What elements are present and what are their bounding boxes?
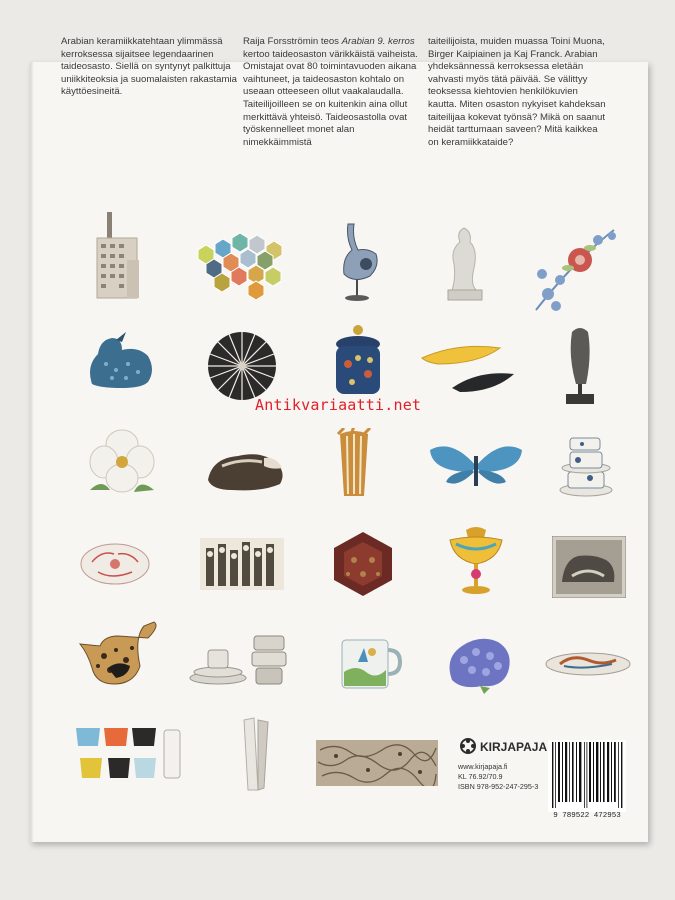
tall-sculpture-image	[562, 324, 598, 410]
figures-relief-image	[200, 532, 284, 594]
blurb-column-1: Arabian keramiikkatehtaan ylimmässä kerroksessa sijaitsee legendaarinen taideosasto. Siellä on syntynyt palkittuja uniikkiteoksia ja suomalaisten rakastamia käyttöesineitä.	[61, 36, 237, 98]
blurb-column-3: taiteilijoista, muiden muassa Toini Muona, Birger Kaipiainen ja Kaj Franck. Arabian yhdeksännessä kerroksessa eletään vahvasti myös tätä päivää. Se välittyy teoksessa kiehtovien henkilökuvien kautta. Miten osaston nykyiset kahdeksan taiteilijaa kokevat työnsä? Mikä on saanut heidät tarttumaan saveen? Mitä kaikkea on keramiikkataide?	[428, 36, 606, 148]
blurb-text-b: kertoo taideosaston värikkäistä vaiheista. Omistajat ovat 80 toimintavuoden aikana vaihtuneet, ja taideosaston kohtalo on useaan otteeseen ollut vaakalaudalla. Taiteilijoilleen se on kuitenkin aina ollut merkittävä yhteisö. Taideosastolla ovat työskennelleet monet alan nimekkäimmistä	[243, 48, 418, 148]
barcode-bars	[548, 740, 626, 810]
isbn-barcode	[548, 740, 626, 812]
factory-building-image	[93, 212, 143, 300]
leaf-dishes-image	[418, 340, 516, 400]
blue-flower-cluster-image	[444, 632, 514, 694]
publisher-name: KIRJAPAJA	[480, 740, 548, 754]
leopard-jug-image	[74, 616, 164, 688]
oval-tray-image	[544, 650, 632, 678]
badger-figurine-image	[202, 440, 286, 496]
cover-edge	[30, 62, 34, 842]
publisher-info: www.kirjapaja.fi KL 76.92/70.9 ISBN 978-952-247-295-3	[458, 762, 539, 792]
decorated-bowl-image	[78, 540, 152, 590]
kirjapaja-logo-icon	[460, 738, 476, 754]
tableware-set-image	[188, 634, 294, 688]
butterfly-image	[428, 442, 524, 492]
white-figurine-image	[440, 224, 490, 308]
textured-relief-image	[316, 740, 438, 786]
blurb-column-2	[243, 36, 425, 149]
white-folded-sculpture-image	[236, 716, 276, 792]
dark-hexagon-plate-image	[328, 530, 398, 598]
blurb-text-a: Raija Forsströmin teos	[243, 36, 342, 47]
white-flower-image	[88, 428, 156, 500]
bird-sculpture-image	[332, 220, 384, 304]
striped-vase-image	[334, 428, 374, 500]
watermark-text: Antikvariaatti.net	[255, 396, 422, 414]
book-title-italic: Arabian 9. kerros	[341, 36, 415, 47]
striped-plate-image	[205, 330, 279, 402]
colored-cups-image	[72, 722, 190, 788]
golden-chalice-image	[444, 526, 508, 600]
hexagon-tiles-image	[188, 228, 284, 304]
painted-mug-image	[338, 636, 402, 692]
lidded-jar-image	[330, 322, 386, 402]
blue-hen-image	[82, 326, 158, 392]
vintage-photo-image	[552, 536, 626, 598]
floral-ornament-image	[528, 222, 620, 318]
stacked-cups-image	[556, 432, 622, 498]
barcode-number: 9 789522 472953	[553, 812, 621, 820]
